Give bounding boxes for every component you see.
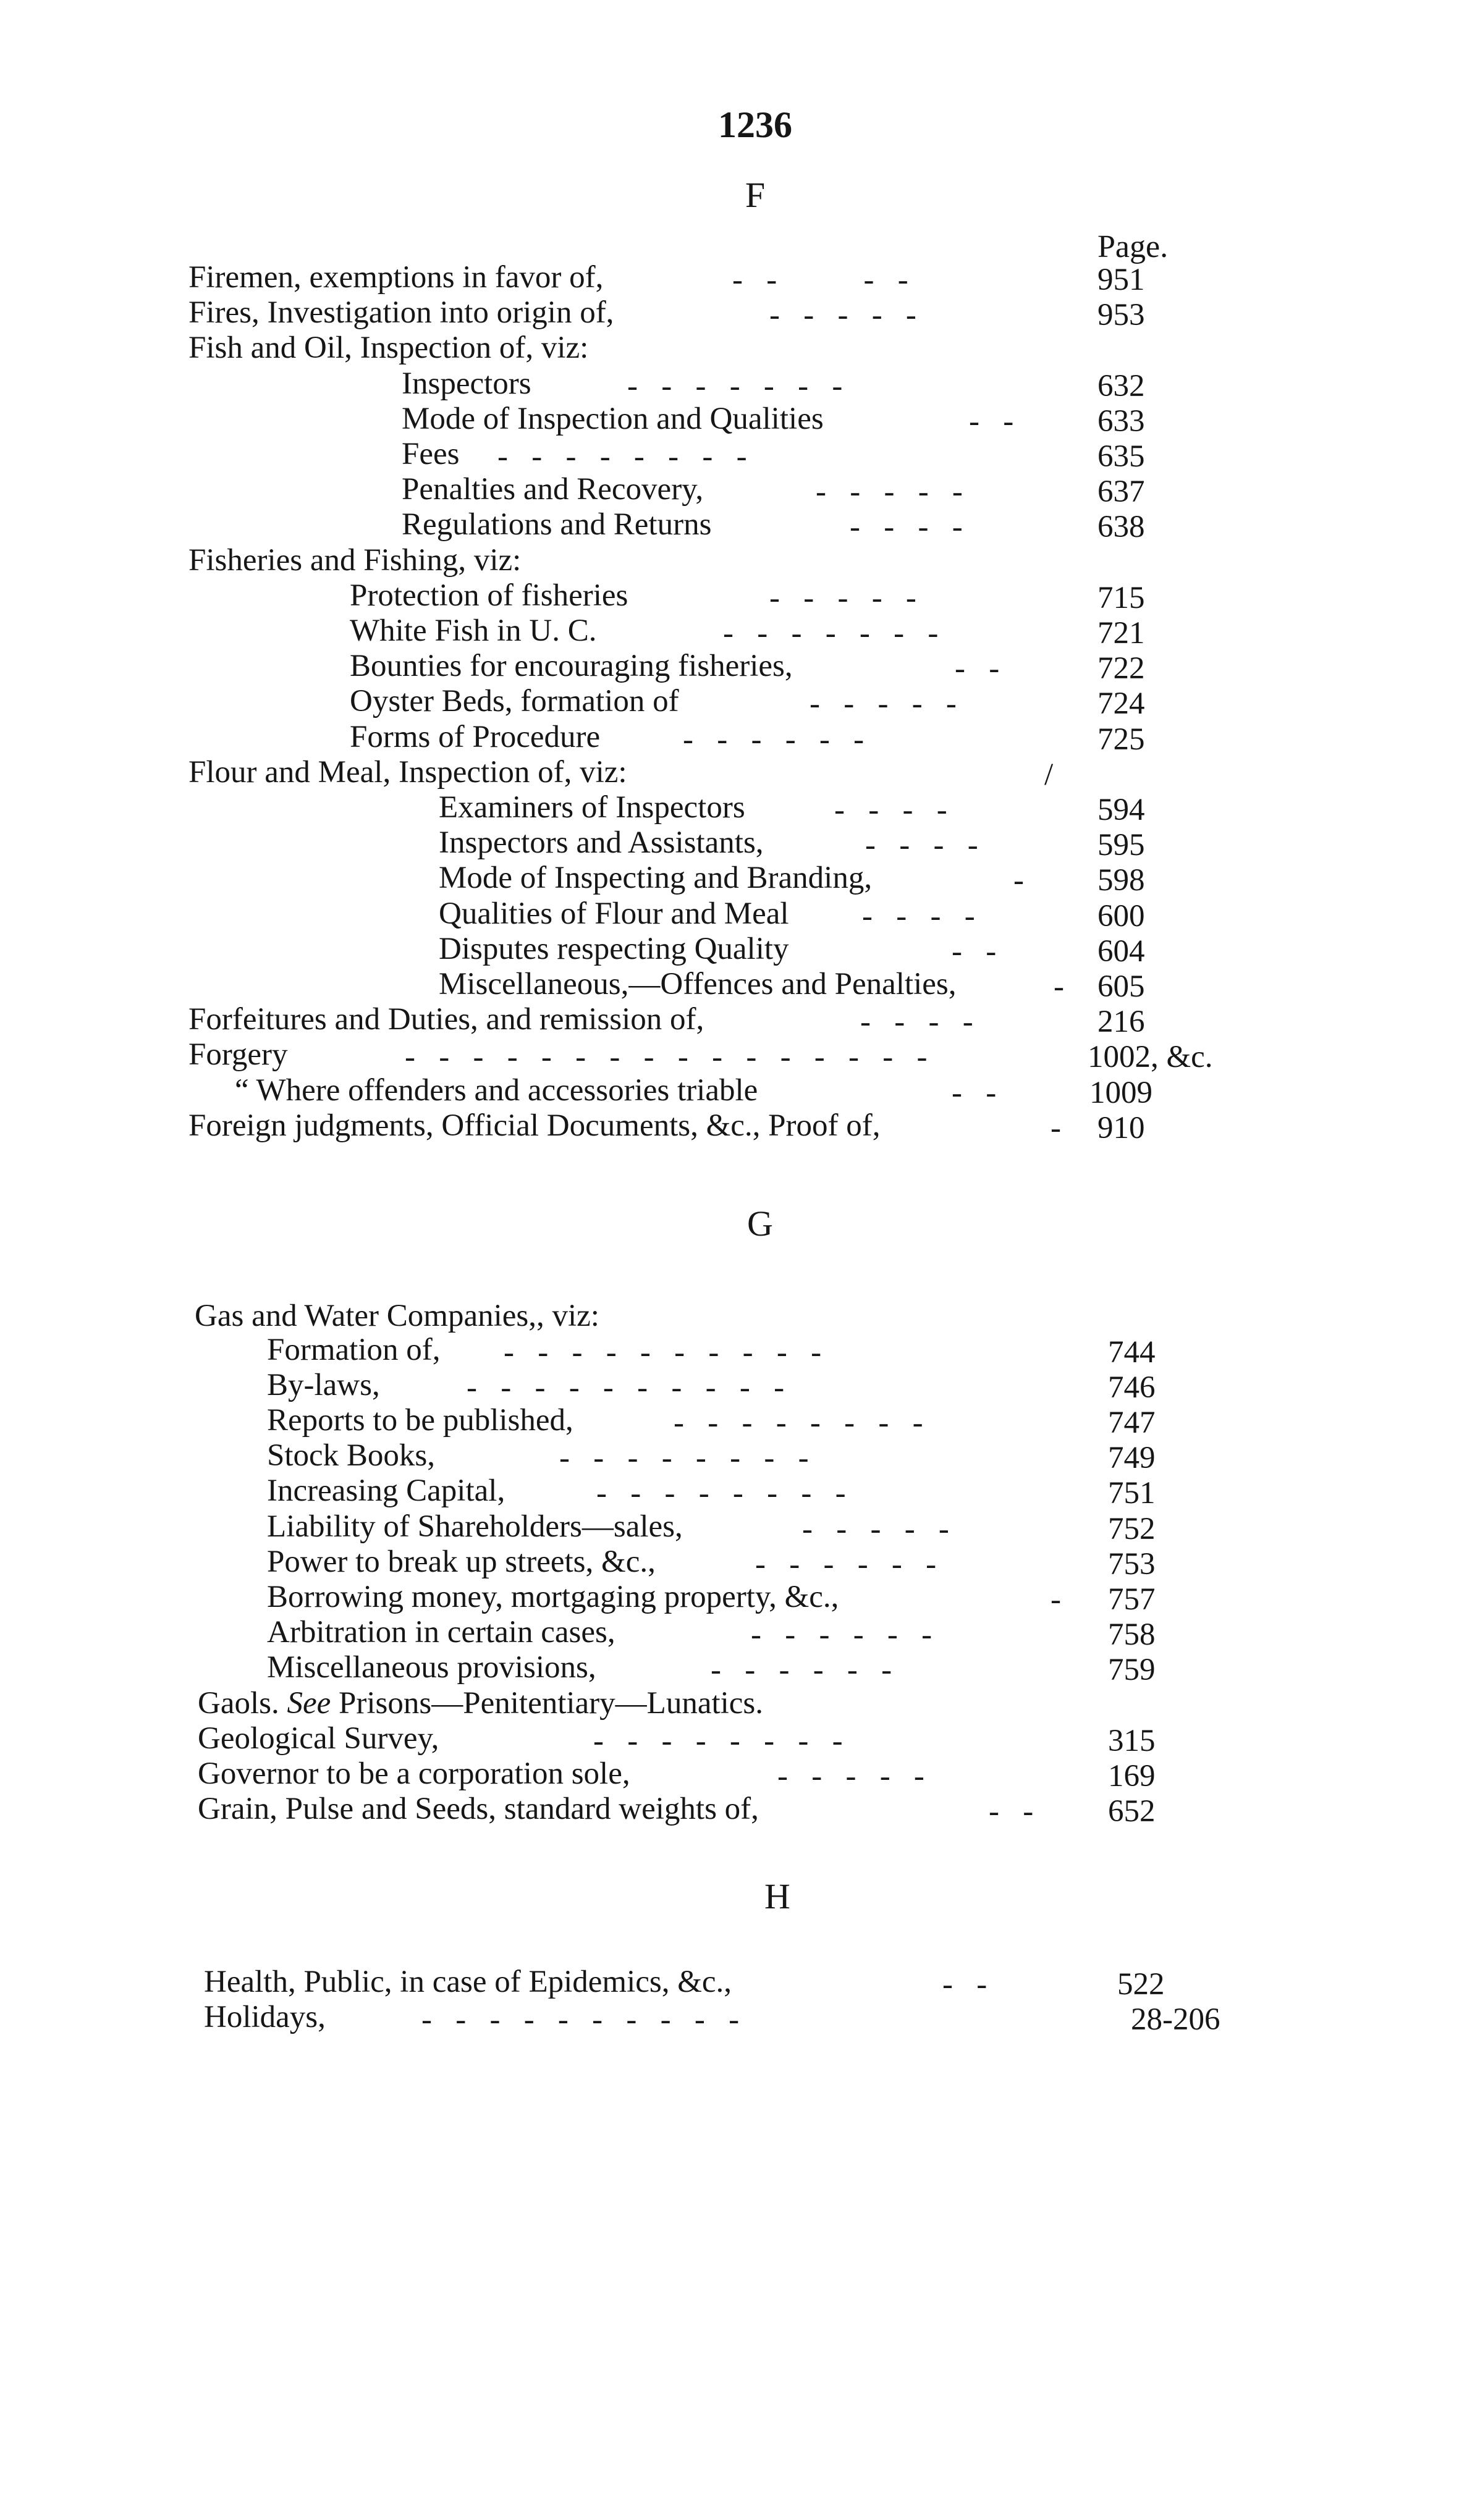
- index-entry: Forfeitures and Duties, and remission of,: [188, 1002, 704, 1037]
- page-reference: 724: [1097, 686, 1145, 721]
- index-entry: Geological Survey,: [198, 1721, 439, 1756]
- page-reference: 652: [1108, 1794, 1156, 1829]
- index-subentry: Miscellaneous,—Offences and Penalties,: [439, 967, 957, 1001]
- page-reference: 715: [1097, 581, 1145, 615]
- dot-leader: - - - - - - - - - -: [467, 1370, 785, 1405]
- index-subentry: Protection of fisheries: [350, 578, 628, 613]
- page-reference: 1002, &c.: [1088, 1040, 1213, 1074]
- index-subentry: Bounties for encouraging fisheries,: [350, 649, 793, 683]
- page-reference: 751: [1108, 1476, 1156, 1511]
- dot-leader: - - - -: [865, 828, 978, 862]
- page-reference: 747: [1108, 1405, 1156, 1440]
- index-entry: Firemen, exemptions in favor of,: [188, 260, 604, 295]
- dot-leader: - - - - - -: [755, 1547, 937, 1582]
- index-subentry: Mode of Inspection and Qualities: [402, 402, 824, 436]
- index-subentry: Penalties and Recovery,: [402, 472, 704, 507]
- index-heading: Fish and Oil, Inspection of, viz:: [188, 331, 589, 365]
- dot-leader: - - - - - - - -: [559, 1441, 809, 1475]
- index-subentry: Oyster Beds, formation of: [350, 684, 679, 718]
- page-reference: 522: [1117, 1967, 1165, 2002]
- index-entry: Holidays,: [204, 2000, 326, 2034]
- section-letter-f: F: [745, 175, 766, 215]
- page-reference: 951: [1097, 263, 1145, 297]
- page-reference: 757: [1108, 1582, 1156, 1617]
- index-subentry: Forms of Procedure: [350, 720, 601, 754]
- dot-leader: -: [1051, 1111, 1061, 1145]
- index-subentry: White Fish in U. C.: [350, 613, 597, 648]
- page-reference: 594: [1097, 793, 1145, 827]
- dot-leader: - - - - - -: [683, 722, 865, 757]
- dot-leader: - - - - -: [816, 474, 963, 509]
- dot-leader: - - - -: [860, 1005, 973, 1039]
- page-reference: 315: [1108, 1724, 1156, 1758]
- index-heading: Gas and Water Companies,, viz:: [195, 1299, 599, 1333]
- page-number: 1236: [718, 104, 792, 145]
- index-subentry: By-laws,: [267, 1368, 380, 1402]
- index-heading: Flour and Meal, Inspection of, viz:: [188, 755, 627, 790]
- pen-mark: /: [1044, 757, 1054, 792]
- page-reference: 749: [1108, 1441, 1156, 1475]
- page-reference: 746: [1108, 1370, 1156, 1405]
- dot-leader: - - - - -: [769, 298, 916, 332]
- index-subentry: Fees: [402, 437, 460, 471]
- dot-leader: - - - - - - - -: [593, 1724, 843, 1758]
- dot-leader: - -: [969, 404, 1014, 439]
- index-subentry: “ Where offenders and accessories triable: [235, 1073, 758, 1108]
- page-reference: 759: [1108, 1653, 1156, 1687]
- index-subentry: Mode of Inspecting and Branding,: [439, 861, 873, 895]
- index-subentry: Liability of Shareholders—sales,: [267, 1509, 683, 1544]
- dot-leader: - - - - - - - -: [596, 1476, 846, 1511]
- page-reference: 637: [1097, 474, 1145, 509]
- index-subentry: Examiners of Inspectors: [439, 790, 745, 825]
- index-entry: Forgery: [188, 1037, 288, 1072]
- dot-leader: - - - - - - - -: [497, 439, 747, 474]
- index-entry: Grain, Pulse and Seeds, standard weights of,: [198, 1792, 759, 1826]
- entry-crossref: Prisons—Penitentiary—Lunatics.: [339, 1686, 764, 1721]
- section-letter-g: G: [747, 1203, 773, 1244]
- entry-main: Gaols.: [198, 1686, 279, 1721]
- dot-leader: - - - - - - - - - - - - - - - -: [405, 1040, 928, 1074]
- dot-leader: - - - -: [732, 263, 908, 297]
- dot-leader: - - - - - - -: [723, 616, 939, 651]
- dot-leader: - - - -: [862, 899, 975, 933]
- dot-leader: - -: [989, 1794, 1034, 1829]
- dot-leader: -: [1054, 969, 1064, 1004]
- dot-leader: -: [1051, 1582, 1061, 1617]
- page-reference: 28-206: [1131, 2002, 1220, 2037]
- index-subentry: Miscellaneous provisions,: [267, 1650, 596, 1685]
- index-subentry: Power to break up streets, &c.,: [267, 1544, 656, 1579]
- index-entry: Health, Public, in case of Epidemics, &c.,: [204, 1965, 732, 1999]
- index-subentry: Stock Books,: [267, 1438, 436, 1473]
- index-entry: [198, 1688, 763, 1719]
- dot-leader: - -: [952, 1076, 997, 1110]
- index-subentry: Inspectors: [402, 366, 531, 401]
- dot-leader: - - - - - -: [751, 1617, 932, 1652]
- dot-leader: - - - - -: [810, 686, 957, 721]
- dot-leader: - - - - - - -: [627, 369, 843, 403]
- index-entry: Foreign judgments, Official Documents, &c., Proof of,: [188, 1108, 881, 1143]
- page-reference: 722: [1097, 651, 1145, 686]
- page-reference: 638: [1097, 510, 1145, 544]
- dot-leader: - - - - - - - - - -: [421, 2002, 740, 2037]
- dot-leader: - - - - -: [802, 1512, 949, 1546]
- dot-leader: - - - - - -: [711, 1653, 892, 1687]
- page-column-header: Page.: [1097, 229, 1169, 264]
- dot-leader: - - - - -: [769, 581, 916, 615]
- section-letter-h: H: [764, 1876, 790, 1916]
- page-reference: 1009: [1089, 1076, 1152, 1110]
- index-entry: Fires, Investigation into origin of,: [188, 295, 614, 330]
- index-subentry: Borrowing money, mortgaging property, &c.,: [267, 1580, 839, 1614]
- index-subentry: Arbitration in certain cases,: [267, 1615, 615, 1650]
- dot-leader: - - - -: [850, 510, 963, 544]
- dot-leader: - -: [955, 651, 1000, 686]
- index-subentry: Formation of,: [267, 1333, 441, 1367]
- dot-leader: - -: [952, 934, 997, 969]
- dot-leader: -: [1013, 863, 1024, 898]
- page-reference: 744: [1108, 1335, 1156, 1370]
- dot-leader: - -: [942, 1967, 987, 2002]
- dot-leader: - - - - - - - - - -: [504, 1335, 822, 1370]
- page-reference: 753: [1108, 1547, 1156, 1582]
- index-subentry: Inspectors and Assistants,: [439, 825, 764, 860]
- page-reference: 604: [1097, 934, 1145, 969]
- page-reference: 758: [1108, 1617, 1156, 1652]
- page-reference: 169: [1108, 1759, 1156, 1793]
- dot-leader: - - - - -: [777, 1759, 924, 1793]
- dot-leader: - - - -: [834, 793, 947, 827]
- page-reference: 598: [1097, 863, 1145, 898]
- page-reference: 633: [1097, 404, 1145, 439]
- index-subentry: Increasing Capital,: [267, 1473, 505, 1508]
- index-subentry: Disputes respecting Quality: [439, 932, 789, 966]
- page-reference: 635: [1097, 439, 1145, 474]
- page-reference: 752: [1108, 1512, 1156, 1546]
- page-reference: 725: [1097, 722, 1145, 757]
- page-reference: 632: [1097, 369, 1145, 403]
- page-reference: 595: [1097, 828, 1145, 862]
- page-reference: 953: [1097, 298, 1145, 332]
- page-reference: 600: [1097, 899, 1145, 933]
- dot-leader: - - - - - - - -: [674, 1405, 923, 1440]
- index-entry: Governor to be a corporation sole,: [198, 1756, 630, 1791]
- index-heading: Fisheries and Fishing, viz:: [188, 543, 522, 578]
- see-reference: See: [287, 1686, 331, 1721]
- page-reference: 721: [1097, 616, 1145, 651]
- page-reference: 216: [1097, 1005, 1145, 1039]
- index-subentry: Qualities of Flour and Meal: [439, 896, 789, 931]
- index-subentry: Reports to be published,: [267, 1403, 573, 1438]
- page-reference: 910: [1097, 1111, 1145, 1145]
- page-reference: 605: [1097, 969, 1145, 1004]
- index-subentry: Regulations and Returns: [402, 507, 712, 542]
